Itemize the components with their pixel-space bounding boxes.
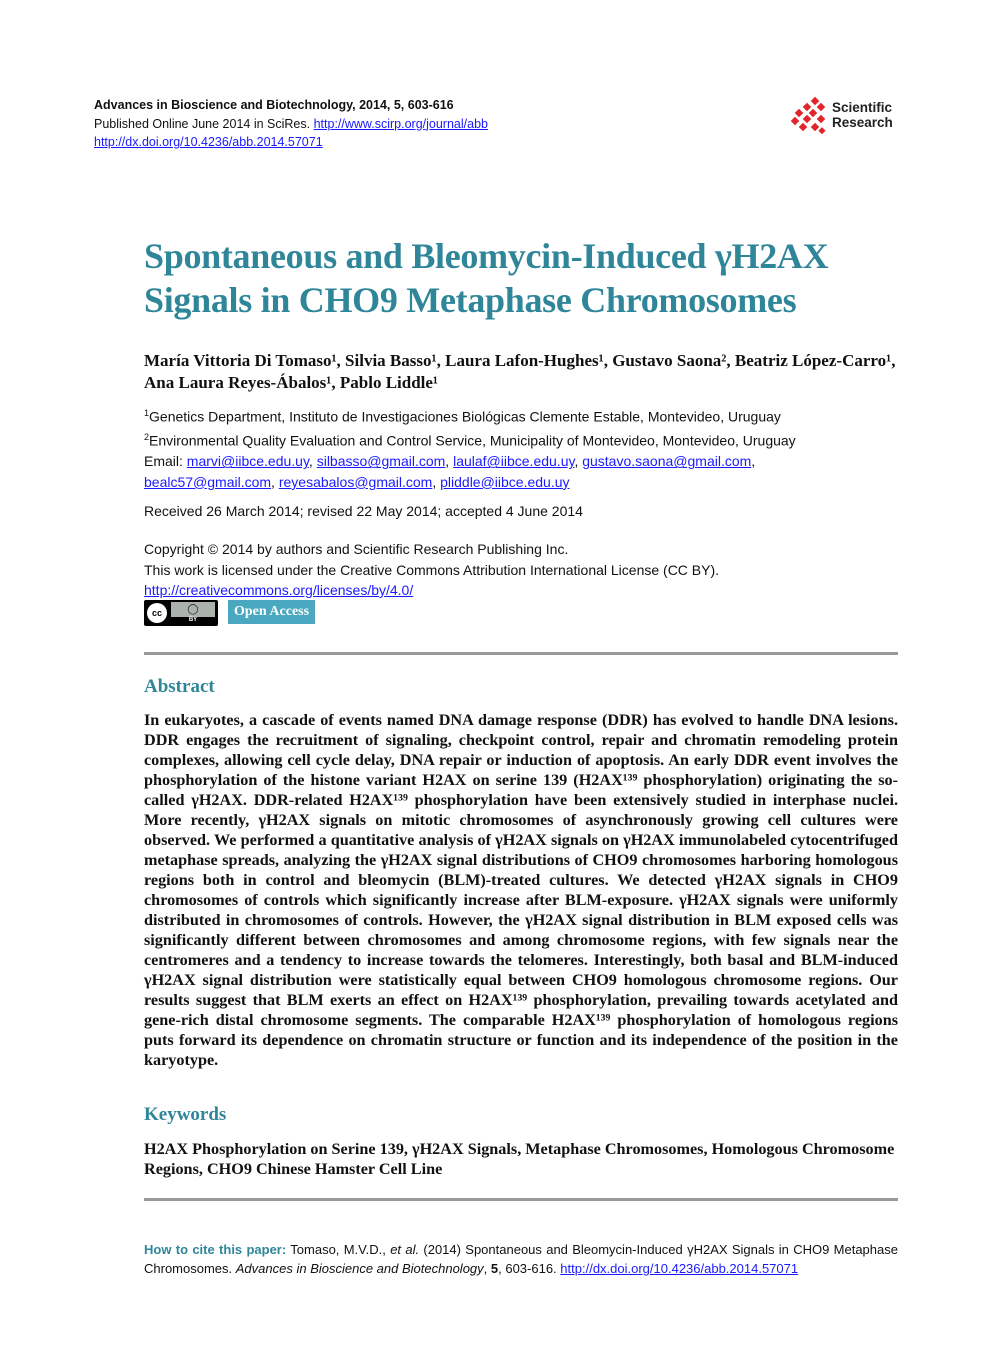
copyright-block [144, 539, 719, 601]
email-link[interactable]: silbasso@gmail.com [316, 453, 446, 470]
copyright-text: Copyright © 2014 by authors and Scientific Research Publishing Inc. [144, 541, 569, 557]
divider [144, 652, 898, 655]
abstract-heading: Abstract [144, 676, 215, 697]
keywords-heading: Keywords [144, 1104, 227, 1125]
email-link[interactable]: laulaf@iibce.edu.uy [453, 453, 575, 470]
affiliation-2: $^2$Environmental Quality Evaluation and Control Service, Municipality of Montevideo, Montevideo, Uruguay [144, 432, 796, 449]
logo-diamonds-icon [790, 96, 830, 136]
email-link[interactable]: marvi@iibce.edu.uy [186, 453, 309, 470]
email-link[interactable]: gustavo.saona@gmail.com [582, 453, 752, 470]
affiliation-1: $^1$Genetics Department, Instituto de Investigaciones Biológicas Clemente Estable, Montevideo, Uruguay [144, 408, 781, 425]
authors: María Vittoria Di Tomaso¹, Silvia Basso¹, Laura Lafon-Hughes¹, Gustavo Saona², Beatriz López-Carro¹, Ana Laura Reyes-Ábalos¹, Pablo Liddle¹ [144, 351, 896, 392]
citation-doi-link[interactable]: http://dx.doi.org/10.4236/abb.2014.57071 [560, 1261, 799, 1276]
email-link[interactable]: reyesabalos@gmail.com [278, 473, 433, 490]
how-to-cite: How to cite this paper: Tomaso, M.V.D., et al. (2014) Spontaneous and Bleomycin-Induced γH2AX Signals in CHO9 Metaphase Chromosomes. Advances in Bioscience and Biotechnology, 5, 603-616. http://dx.doi.org/10.4236/abb.2014.57071 [144, 1242, 898, 1276]
logo-text-2: Research [832, 115, 893, 130]
abstract-text: In eukaryotes, a cascade of events named DNA damage response (DDR) has evolved to handle DNA lesions. DDR engages the recruitment of signaling, checkpoint control, repair and chromatin remodeling protein complexes, allowing cell cycle delay, DNA repair or induction of apoptosis. An early DDR event involves the phosphorylation of the histone variant H2AX on serine 139 (H2AX¹³⁹ phosphorylation) originating the so-called γH2AX. DDR-related H2AX¹³⁹ phosphorylation have been extensively studied in interphase nuclei. More recently, γH2AX signals on mitotic chromosomes of asynchronously growing cell cultures were observed. We performed a quantitative analysis of γH2AX signals on γH2AX immunolabeled cytocentrifuged metaphase spreads, analyzing the γH2AX signal distributions of CHO9 chromosomes harboring homologous regions both in control and bleomycin (BLM)-treated cultures. We detected γH2AX signals in CHO9 chromosomes of controls which significantly increase after BLM-exposure. γH2AX signals were uniformly distributed in chromosomes of controls. However, the γH2AX signal distribution in BLM exposed cells was significantly different between chromosomes and among chromosome regions, with few signals near the centromeres and a tendency to increase towards the telomeres. Interestingly, both basal and BLM-induced γH2AX signal distribution were statistically equal between CHO9 homologous chromosome regions. Our results suggest that BLM exerts an effect on H2AX¹³⁹ phosphorylation, prevailing towards acetylated and gene-rich distal chromosome segments. The comparable H2AX¹³⁹ phosphorylation of homologous regions puts forward its dependence on chromatin structure or function and its independence of the position in the karyotype. [144, 711, 898, 1069]
license-text: This work is licensed under the Creative Commons Attribution International License (CC BY). [144, 561, 720, 578]
license-link[interactable]: http://creativecommons.org/licenses/by/4.0/ [144, 582, 414, 598]
open-access-badge: Open Access [228, 600, 315, 624]
doi-link[interactable]: http://dx.doi.org/10.4236/abb.2014.57071 [94, 135, 323, 149]
by-label: BY [188, 617, 198, 623]
journal-header [94, 96, 488, 152]
cc-icon: cc [147, 603, 167, 623]
journal-url-link[interactable]: http://www.scirp.org/journal/abb [313, 116, 488, 131]
divider [144, 1198, 898, 1201]
published-online: Published Online June 2014 in SciRes. [94, 116, 311, 131]
license-badges [144, 600, 315, 626]
keywords-text: H2AX Phosphorylation on Serine 139, γH2AX Signals, Metaphase Chromosomes, Homologous Chromosome Regions, CHO9 Chinese Hamster Cell Line [144, 1140, 895, 1178]
email-link[interactable]: pliddle@iibce.edu.uy [440, 473, 570, 490]
affiliations [144, 403, 904, 492]
paper-title: Spontaneous and Bleomycin-Induced γH2AX Signals in CHO9 Metaphase Chromosomes [144, 236, 829, 320]
cite-label: How to cite this paper: [144, 1242, 287, 1257]
emails: Email: marvi@iibce.edu.uy, silbasso@gmail.com, laulaf@iibce.edu.uy, gustavo.saona@gmail.com, bealc57@gmail.com, reyesabalos@gmail.com, pliddle@iibce.edu.uy [144, 453, 756, 490]
cc-by-badge[interactable] [144, 600, 218, 626]
scientific-research-logo [790, 96, 900, 136]
logo-text-1: Scientific [832, 100, 893, 115]
attribution-person-icon: ◯ [171, 602, 215, 617]
received-dates: Received 26 March 2014; revised 22 May 2014; accepted 4 June 2014 [144, 503, 583, 519]
journal-citation-line: Advances in Bioscience and Biotechnology, 2014, 5, 603-616 [94, 98, 454, 112]
email-link[interactable]: bealc57@gmail.com [144, 473, 272, 490]
